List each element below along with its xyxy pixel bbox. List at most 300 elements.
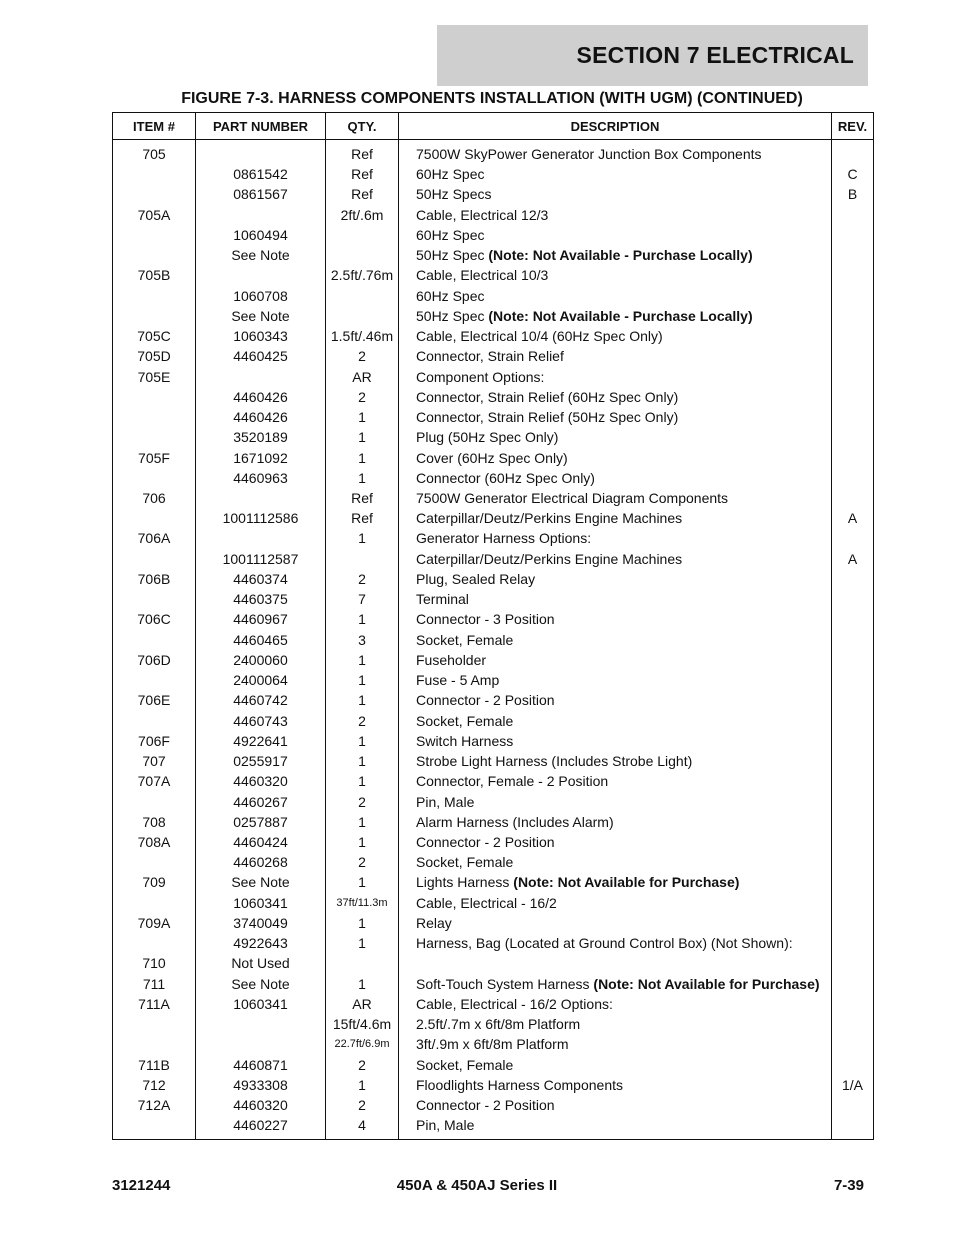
qty-cell: 1 xyxy=(326,609,399,629)
part-number-cell: 4460426 xyxy=(196,407,326,427)
item-number-cell xyxy=(113,306,196,326)
item-number-cell xyxy=(113,184,196,204)
description-cell xyxy=(399,670,832,690)
description-cell xyxy=(399,1034,832,1054)
table-row xyxy=(113,245,874,265)
item-number-cell xyxy=(113,630,196,650)
table-row xyxy=(113,326,874,346)
part-number-cell: See Note xyxy=(196,306,326,326)
table-row xyxy=(113,609,874,629)
part-number-cell: 3520189 xyxy=(196,427,326,447)
rev-cell xyxy=(832,1055,874,1075)
page-number: 7-39 xyxy=(833,1177,864,1194)
qty-cell: 2 xyxy=(326,711,399,731)
table-row xyxy=(113,549,874,569)
table-row xyxy=(113,974,874,994)
part-number-cell: 4460227 xyxy=(196,1115,326,1140)
table-row xyxy=(113,306,874,326)
qty-cell: 1 xyxy=(326,974,399,994)
part-number-cell: 1060494 xyxy=(196,225,326,245)
rev-cell xyxy=(832,933,874,953)
item-number-cell xyxy=(113,225,196,245)
rev-cell xyxy=(832,569,874,589)
table-row xyxy=(113,528,874,548)
description-cell xyxy=(399,427,832,447)
rev-cell xyxy=(832,306,874,326)
description-text: Soft-Touch System Harness xyxy=(416,975,594,992)
description-cell xyxy=(399,1014,832,1034)
qty-cell: 2 xyxy=(326,569,399,589)
description-cell xyxy=(399,589,832,609)
rev-cell xyxy=(832,953,874,973)
description-cell xyxy=(399,205,832,225)
table-row xyxy=(113,832,874,852)
part-number-cell: 4460267 xyxy=(196,792,326,812)
description-text: Pin, Male xyxy=(416,793,475,810)
part-number-cell xyxy=(196,205,326,225)
document-number: 3121244 xyxy=(112,1177,171,1194)
table-row xyxy=(113,751,874,771)
rev-cell xyxy=(832,589,874,609)
table-row xyxy=(113,164,874,184)
qty-cell: 2 xyxy=(326,852,399,872)
item-number-cell: 708A xyxy=(113,832,196,852)
table-row xyxy=(113,508,874,528)
item-number-cell: 705F xyxy=(113,448,196,468)
table-row xyxy=(113,1115,874,1140)
description-text: Cover (60Hz Spec Only) xyxy=(416,449,568,466)
description-text: Connector, Strain Relief xyxy=(416,348,564,365)
part-number-cell: 4460268 xyxy=(196,852,326,872)
part-number-cell xyxy=(196,528,326,548)
table-row xyxy=(113,589,874,609)
qty-cell: Ref xyxy=(326,488,399,508)
table-row xyxy=(113,205,874,225)
rev-cell xyxy=(832,690,874,710)
rev-cell xyxy=(832,286,874,306)
description-cell xyxy=(399,974,832,994)
description-text: Connector - 2 Position xyxy=(416,1097,555,1114)
rev-cell xyxy=(832,852,874,872)
description-text: Plug, Sealed Relay xyxy=(416,570,536,587)
table-row xyxy=(113,286,874,306)
qty-cell: 4 xyxy=(326,1115,399,1140)
qty-cell: 2ft/.6m xyxy=(326,205,399,225)
description-text: 60Hz Spec xyxy=(416,226,485,243)
qty-cell: 1 xyxy=(326,812,399,832)
description-text: Caterpillar/Deutz/Perkins Engine Machines xyxy=(416,550,683,567)
part-number-cell: 1060341 xyxy=(196,893,326,913)
description-text: Terminal xyxy=(416,591,469,608)
description-cell xyxy=(399,852,832,872)
description-cell xyxy=(399,711,832,731)
model-name: 450A & 450AJ Series II xyxy=(396,1177,558,1194)
part-number-cell: 1060343 xyxy=(196,326,326,346)
part-number-cell: 4460963 xyxy=(196,468,326,488)
part-number-cell: 4460967 xyxy=(196,609,326,629)
item-column-header: ITEM # xyxy=(113,113,196,140)
table-row xyxy=(113,468,874,488)
description-cell xyxy=(399,140,832,165)
table-row xyxy=(113,1075,874,1095)
description-cell xyxy=(399,569,832,589)
qty-cell xyxy=(326,245,399,265)
part-number-cell xyxy=(196,488,326,508)
rev-cell xyxy=(832,140,874,165)
part-number-cell: 4460743 xyxy=(196,711,326,731)
part-number-cell: 4460424 xyxy=(196,832,326,852)
description-text: Floodlights Harness Components xyxy=(416,1076,623,1093)
qty-cell: Ref xyxy=(326,140,399,165)
table-row xyxy=(113,913,874,933)
part-number-cell: 2400064 xyxy=(196,670,326,690)
description-text: Fuseholder xyxy=(416,651,487,668)
description-text: Lights Harness xyxy=(416,874,514,891)
rev-cell: C xyxy=(832,164,874,184)
qty-column-header: QTY. xyxy=(326,113,399,140)
description-cell xyxy=(399,751,832,771)
description-cell xyxy=(399,792,832,812)
item-number-cell: 709A xyxy=(113,913,196,933)
description-cell xyxy=(399,630,832,650)
description-text: 3ft/.9m x 6ft/8m Platform xyxy=(416,1036,569,1053)
item-number-cell xyxy=(113,245,196,265)
description-text: Connector - 2 Position xyxy=(416,833,555,850)
description-cell xyxy=(399,306,832,326)
rev-cell xyxy=(832,205,874,225)
table-row xyxy=(113,630,874,650)
qty-cell: 1 xyxy=(326,427,399,447)
part-number-column-header: PART NUMBER xyxy=(196,113,326,140)
item-number-cell xyxy=(113,549,196,569)
description-text: Plug (50Hz Spec Only) xyxy=(416,429,559,446)
qty-cell xyxy=(326,286,399,306)
description-text: Relay xyxy=(416,914,452,931)
figure-title: FIGURE 7-3. HARNESS COMPONENTS INSTALLATION (WITH UGM) (CONTINUED) xyxy=(181,90,803,107)
table-row xyxy=(113,650,874,670)
qty-cell: 1.5ft/.46m xyxy=(326,326,399,346)
part-number-cell: 3740049 xyxy=(196,913,326,933)
qty-cell: 2.5ft/.76m xyxy=(326,265,399,285)
description-text: Socket, Female xyxy=(416,631,514,648)
qty-cell xyxy=(326,225,399,245)
part-number-cell: 0861567 xyxy=(196,184,326,204)
item-number-cell xyxy=(113,852,196,872)
qty-cell: 1 xyxy=(326,528,399,548)
item-number-cell xyxy=(113,387,196,407)
item-number-cell xyxy=(113,427,196,447)
qty-cell: 7 xyxy=(326,589,399,609)
description-text: Pin, Male xyxy=(416,1117,475,1134)
item-number-cell: 706E xyxy=(113,690,196,710)
table-row xyxy=(113,994,874,1014)
table-row xyxy=(113,140,874,165)
description-text: Harness, Bag (Located at Ground Control Box) (Not Shown): xyxy=(416,935,793,952)
description-text: Socket, Female xyxy=(416,1056,514,1073)
rev-cell xyxy=(832,670,874,690)
table-row xyxy=(113,488,874,508)
part-number-cell xyxy=(196,1034,326,1054)
item-number-cell xyxy=(113,1014,196,1034)
item-number-cell xyxy=(113,1034,196,1054)
rev-cell xyxy=(832,245,874,265)
part-number-cell: 4460426 xyxy=(196,387,326,407)
item-number-cell: 711A xyxy=(113,994,196,1014)
item-number-cell: 711 xyxy=(113,974,196,994)
part-number-cell: 1671092 xyxy=(196,448,326,468)
table-row xyxy=(113,1055,874,1075)
table-row xyxy=(113,1034,874,1054)
rev-cell xyxy=(832,1014,874,1034)
rev-cell xyxy=(832,225,874,245)
table-row xyxy=(113,933,874,953)
qty-cell: 1 xyxy=(326,650,399,670)
rev-cell xyxy=(832,427,874,447)
description-cell xyxy=(399,245,832,265)
part-number-cell: 1060708 xyxy=(196,286,326,306)
description-cell xyxy=(399,326,832,346)
item-number-cell: 706D xyxy=(113,650,196,670)
table-row xyxy=(113,1095,874,1115)
table-row xyxy=(113,852,874,872)
qty-cell: 1 xyxy=(326,913,399,933)
item-number-cell xyxy=(113,933,196,953)
qty-cell: 1 xyxy=(326,670,399,690)
section-title: SECTION 7 ELECTRICAL xyxy=(576,42,854,68)
rev-cell: B xyxy=(832,184,874,204)
rev-cell xyxy=(832,792,874,812)
rev-cell xyxy=(832,326,874,346)
part-number-cell: 1060341 xyxy=(196,994,326,1014)
part-number-cell: 4460374 xyxy=(196,569,326,589)
rev-cell: A xyxy=(832,549,874,569)
rev-cell xyxy=(832,346,874,366)
table-row xyxy=(113,346,874,366)
qty-cell: 1 xyxy=(326,731,399,751)
part-number-cell xyxy=(196,1014,326,1034)
item-number-cell xyxy=(113,1115,196,1140)
qty-cell: 15ft/4.6m xyxy=(326,1014,399,1034)
table-row xyxy=(113,1014,874,1034)
description-text: Connector - 2 Position xyxy=(416,692,555,709)
description-cell xyxy=(399,913,832,933)
description-text: Cable, Electrical 10/4 (60Hz Spec Only) xyxy=(416,328,663,345)
description-note: (Note: Not Available for Purchase) xyxy=(513,874,740,891)
description-column-header: DESCRIPTION xyxy=(399,113,832,140)
table-row xyxy=(113,771,874,791)
description-cell xyxy=(399,488,832,508)
part-number-cell: See Note xyxy=(196,974,326,994)
part-number-cell xyxy=(196,140,326,165)
item-number-cell: 712 xyxy=(113,1075,196,1095)
item-number-cell xyxy=(113,893,196,913)
description-cell xyxy=(399,286,832,306)
description-text: 60Hz Spec xyxy=(416,287,485,304)
part-number-cell: 0861542 xyxy=(196,164,326,184)
qty-cell: 2 xyxy=(326,1095,399,1115)
description-cell xyxy=(399,346,832,366)
item-number-cell: 706B xyxy=(113,569,196,589)
part-number-cell: 4922641 xyxy=(196,731,326,751)
qty-cell xyxy=(326,306,399,326)
part-number-cell: 0255917 xyxy=(196,751,326,771)
part-number-cell xyxy=(196,367,326,387)
qty-cell: 3 xyxy=(326,630,399,650)
qty-cell xyxy=(326,549,399,569)
description-cell xyxy=(399,893,832,913)
description-text: Caterpillar/Deutz/Perkins Engine Machines xyxy=(416,510,683,527)
rev-cell xyxy=(832,1034,874,1054)
description-cell xyxy=(399,1075,832,1095)
qty-cell: Ref xyxy=(326,164,399,184)
description-text: 7500W Generator Electrical Diagram Components xyxy=(416,489,729,506)
item-number-cell: 707A xyxy=(113,771,196,791)
description-cell xyxy=(399,265,832,285)
description-cell xyxy=(399,994,832,1014)
table-row xyxy=(113,427,874,447)
item-number-cell: 710 xyxy=(113,953,196,973)
item-number-cell: 706C xyxy=(113,609,196,629)
description-text: Generator Harness Options: xyxy=(416,530,592,547)
table-row xyxy=(113,367,874,387)
description-note: (Note: Not Available for Purchase) xyxy=(593,975,820,992)
description-cell xyxy=(399,508,832,528)
rev-cell xyxy=(832,650,874,670)
table-row xyxy=(113,872,874,892)
description-text: Switch Harness xyxy=(416,732,514,749)
item-number-cell: 705A xyxy=(113,205,196,225)
item-number-cell xyxy=(113,589,196,609)
description-text: 50Hz Specs xyxy=(416,186,492,203)
rev-cell xyxy=(832,630,874,650)
part-number-cell: 1001112586 xyxy=(196,508,326,528)
part-number-cell: 4933308 xyxy=(196,1075,326,1095)
item-number-cell: 705D xyxy=(113,346,196,366)
rev-column-header: REV. xyxy=(832,113,874,140)
description-cell xyxy=(399,225,832,245)
description-text: Socket, Female xyxy=(416,854,514,871)
qty-cell: Ref xyxy=(326,184,399,204)
item-number-cell xyxy=(113,286,196,306)
table-row xyxy=(113,812,874,832)
rev-cell xyxy=(832,367,874,387)
part-number-cell: 2400060 xyxy=(196,650,326,670)
qty-cell: 22.7ft/6.9m xyxy=(326,1034,399,1054)
qty-cell: 2 xyxy=(326,792,399,812)
part-number-cell: 4460320 xyxy=(196,1095,326,1115)
qty-cell: AR xyxy=(326,367,399,387)
rev-cell xyxy=(832,731,874,751)
item-number-cell: 706F xyxy=(113,731,196,751)
description-cell xyxy=(399,650,832,670)
rev-cell xyxy=(832,407,874,427)
description-text: Component Options: xyxy=(416,368,545,385)
part-number-cell: 1001112587 xyxy=(196,549,326,569)
description-cell xyxy=(399,832,832,852)
item-number-cell: 707 xyxy=(113,751,196,771)
item-number-cell xyxy=(113,407,196,427)
item-number-cell: 712A xyxy=(113,1095,196,1115)
item-number-cell xyxy=(113,792,196,812)
description-text: Connector - 3 Position xyxy=(416,611,555,628)
rev-cell xyxy=(832,1115,874,1140)
description-cell xyxy=(399,872,832,892)
description-note: (Note: Not Available - Purchase Locally) xyxy=(488,247,753,264)
description-cell xyxy=(399,448,832,468)
part-number-cell: 4460375 xyxy=(196,589,326,609)
qty-cell: 1 xyxy=(326,933,399,953)
description-text: Strobe Light Harness (Includes Strobe Light) xyxy=(416,753,693,770)
description-cell xyxy=(399,609,832,629)
description-cell xyxy=(399,184,832,204)
qty-cell: 1 xyxy=(326,448,399,468)
rev-cell xyxy=(832,812,874,832)
description-cell xyxy=(399,953,832,973)
part-number-cell: 4460871 xyxy=(196,1055,326,1075)
part-number-cell: 4460465 xyxy=(196,630,326,650)
qty-cell: 1 xyxy=(326,872,399,892)
part-number-cell: See Note xyxy=(196,245,326,265)
rev-cell xyxy=(832,751,874,771)
section-header-bar xyxy=(437,25,868,86)
rev-cell: A xyxy=(832,508,874,528)
description-text: Connector, Female - 2 Position xyxy=(416,773,609,790)
table-row xyxy=(113,731,874,751)
table-header-row xyxy=(113,113,874,140)
description-text: Cable, Electrical - 16/2 xyxy=(416,894,557,911)
table-row xyxy=(113,407,874,427)
rev-cell xyxy=(832,711,874,731)
item-number-cell xyxy=(113,468,196,488)
rev-cell xyxy=(832,913,874,933)
rev-cell xyxy=(832,832,874,852)
table-row xyxy=(113,711,874,731)
rev-cell xyxy=(832,387,874,407)
table-row xyxy=(113,265,874,285)
rev-cell xyxy=(832,528,874,548)
description-cell xyxy=(399,933,832,953)
description-text: Socket, Female xyxy=(416,712,514,729)
item-number-cell xyxy=(113,164,196,184)
part-number-cell: Not Used xyxy=(196,953,326,973)
table-row xyxy=(113,953,874,973)
description-text: Cable, Electrical 10/3 xyxy=(416,267,549,284)
description-text: 50Hz Spec xyxy=(416,307,489,324)
qty-cell: 1 xyxy=(326,751,399,771)
item-number-cell: 706A xyxy=(113,528,196,548)
description-text: 2.5ft/.7m x 6ft/8m Platform xyxy=(416,1016,581,1033)
item-number-cell xyxy=(113,711,196,731)
item-number-cell: 711B xyxy=(113,1055,196,1075)
rev-cell: 1/A xyxy=(832,1075,874,1095)
qty-cell: 2 xyxy=(326,1055,399,1075)
description-cell xyxy=(399,528,832,548)
table-row xyxy=(113,670,874,690)
rev-cell xyxy=(832,448,874,468)
description-note: (Note: Not Available - Purchase Locally) xyxy=(488,307,753,324)
part-number-cell: See Note xyxy=(196,872,326,892)
item-number-cell xyxy=(113,670,196,690)
qty-cell: Ref xyxy=(326,508,399,528)
rev-cell xyxy=(832,771,874,791)
item-number-cell: 705B xyxy=(113,265,196,285)
item-number-cell: 706 xyxy=(113,488,196,508)
item-number-cell: 705C xyxy=(113,326,196,346)
rev-cell xyxy=(832,468,874,488)
rev-cell xyxy=(832,488,874,508)
table-row xyxy=(113,225,874,245)
table-row xyxy=(113,387,874,407)
